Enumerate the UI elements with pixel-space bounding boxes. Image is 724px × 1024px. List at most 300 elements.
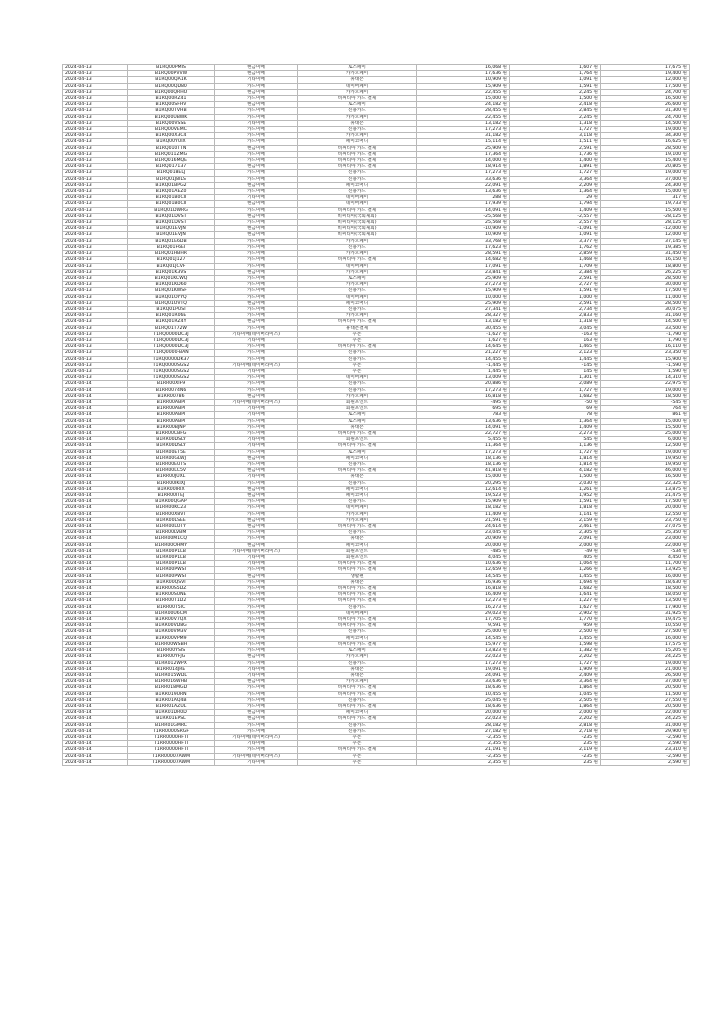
- payment-method-cell: 신용카드: [298, 604, 417, 610]
- payment-method-cell: 비씨티아(국외제외): [298, 213, 417, 219]
- vat-cell: 1,709 원: [510, 263, 601, 269]
- date-cell: 2024-04-13: [63, 282, 128, 288]
- total-amount-cell: 26,600 원: [601, 102, 690, 108]
- table-row: [63, 158, 690, 164]
- order-id-cell: B1RR00CBFG: [128, 430, 215, 436]
- date-cell: 2024-04-13: [63, 313, 128, 319]
- payment-method-cell: 비씨티아(국외제외): [298, 232, 417, 238]
- payment-method-cell: 카카오페이: [298, 238, 417, 244]
- sale-type-cell: 기타미매(네이버라이스): [215, 362, 298, 368]
- payment-method-cell: 비씨티아 카드 결제: [298, 641, 417, 647]
- payment-method-cell: 휴대폰: [298, 579, 417, 585]
- total-amount-cell: 19,475 원: [601, 617, 690, 623]
- sale-type-cell: 카드미매: [215, 275, 298, 281]
- sale-type-cell: 카드미매: [215, 306, 298, 312]
- total-amount-cell: 12,550 원: [601, 511, 690, 517]
- vat-cell: 1,727 원: [510, 660, 601, 666]
- date-cell: 2024-04-13: [63, 362, 128, 368]
- date-cell: 2024-04-13: [63, 108, 128, 114]
- total-amount-cell: 28,500 원: [601, 145, 690, 151]
- sale-type-cell: 기타미매: [215, 406, 298, 412]
- sale-type-cell: 카드미매: [215, 238, 298, 244]
- order-id-cell: B1RQ01K3VS: [128, 269, 215, 275]
- total-amount-cell: 24,700 원: [601, 89, 690, 95]
- order-id-cell: B1RQ01OVTQ: [128, 300, 215, 306]
- sale-type-cell: 카드미매: [215, 586, 298, 592]
- supply-amount-cell: 13,009 원: [417, 375, 510, 381]
- payment-method-cell: 비씨티아 카드 결제: [298, 344, 417, 350]
- date-cell: 2024-04-13: [63, 158, 128, 164]
- supply-amount-cell: 18,914 원: [417, 164, 510, 170]
- order-id-cell: B1RR00ITEJ: [128, 493, 215, 499]
- supply-amount-cell: 695 원: [417, 406, 510, 412]
- vat-cell: 1,091 원: [510, 232, 601, 238]
- order-id-cell: B1RR00U6CM: [128, 610, 215, 616]
- total-amount-cell: 17,500 원: [601, 288, 690, 294]
- table-row: [63, 641, 690, 647]
- sale-type-cell: 기타미매: [215, 120, 298, 126]
- payment-method-cell: 쿠폰: [298, 337, 417, 343]
- order-id-cell: B1RQ01JCVF: [128, 263, 215, 269]
- date-cell: 2024-04-14: [63, 548, 128, 554]
- sale-type-cell: 카드미매: [215, 629, 298, 635]
- sale-type-cell: 카드미매: [215, 220, 298, 226]
- payment-method-cell: 휴대폰: [298, 672, 417, 678]
- order-id-cell: B1RR00VD8G: [128, 623, 215, 629]
- total-amount-cell: 23,310 원: [601, 747, 690, 753]
- date-cell: 2024-04-13: [63, 213, 128, 219]
- sale-type-cell: 카드미매: [215, 604, 298, 610]
- payment-method-cell: 카카오페이: [298, 251, 417, 257]
- supply-amount-cell: 28,327 원: [417, 313, 510, 319]
- table-row: [63, 232, 690, 238]
- supply-amount-cell: 16,068 원: [417, 65, 510, 71]
- supply-amount-cell: 9,591 원: [417, 623, 510, 629]
- date-cell: 2024-04-13: [63, 83, 128, 89]
- date-cell: 2024-04-13: [63, 257, 128, 263]
- supply-amount-cell: 19,523 원: [417, 493, 510, 499]
- date-cell: 2024-04-14: [63, 641, 128, 647]
- total-amount-cell: 17,675 원: [601, 65, 690, 71]
- sale-type-cell: 현금미매: [215, 182, 298, 188]
- vat-cell: 1,764 원: [510, 71, 601, 77]
- sale-type-cell: 카드미매: [215, 257, 298, 263]
- sale-type-cell: 카드미매: [215, 722, 298, 728]
- table-row: [63, 220, 690, 226]
- date-cell: 2024-04-13: [63, 195, 128, 201]
- supply-amount-cell: 17,623 원: [417, 244, 510, 250]
- transaction-table: [62, 64, 690, 766]
- supply-amount-cell: 14,682 원: [417, 257, 510, 263]
- date-cell: 2024-04-14: [63, 741, 128, 747]
- vat-cell: 1,864 원: [510, 685, 601, 691]
- sale-type-cell: 기타미매(네이버라이스): [215, 548, 298, 554]
- payment-method-cell: 신용카드: [298, 108, 417, 114]
- supply-amount-cell: 10,636 원: [417, 561, 510, 567]
- order-id-cell: B1RQ00RZ41: [128, 96, 215, 102]
- total-amount-cell: 13,500 원: [601, 598, 690, 604]
- sale-type-cell: 현금미매: [215, 89, 298, 95]
- total-amount-cell: 34,300 원: [601, 133, 690, 139]
- sale-type-cell: 카드미매: [215, 536, 298, 542]
- vat-cell: 1,641 원: [510, 592, 601, 598]
- sale-type-cell: 현금미매: [215, 102, 298, 108]
- vat-cell: 1,607 원: [510, 65, 601, 71]
- payment-method-cell: 비씨티아 카드 결제: [298, 617, 417, 623]
- total-amount-cell: 14,310 원: [601, 375, 690, 381]
- date-cell: 2024-04-13: [63, 120, 128, 126]
- supply-amount-cell: 783 원: [417, 412, 510, 418]
- date-cell: 2024-04-14: [63, 703, 128, 709]
- order-id-cell: B1RQ01B0CII: [128, 201, 215, 207]
- supply-amount-cell: 17,273 원: [417, 127, 510, 133]
- order-id-cell: B1RQ00QRHO: [128, 89, 215, 95]
- date-cell: 2024-04-13: [63, 238, 128, 244]
- date-cell: 2024-04-14: [63, 536, 128, 542]
- vat-cell: 2,030 원: [510, 480, 601, 486]
- sale-type-cell: 현금미매: [215, 716, 298, 722]
- vat-cell: 2,734 원: [510, 306, 601, 312]
- date-cell: 2024-04-14: [63, 387, 128, 393]
- sale-type-cell: 현금미매: [215, 226, 298, 232]
- sale-type-cell: 기타미매: [215, 412, 298, 418]
- order-id-cell: T1RQ0000DC3J: [128, 344, 215, 350]
- vat-cell: 2,591 원: [510, 145, 601, 151]
- supply-amount-cell: 17,636 원: [417, 71, 510, 77]
- total-amount-cell: 17,900 원: [601, 604, 690, 610]
- total-amount-cell: 28,500 원: [601, 300, 690, 306]
- vat-cell: 1,727 원: [510, 387, 601, 393]
- date-cell: 2024-04-14: [63, 679, 128, 685]
- order-id-cell: B1RQ00UBWK: [128, 114, 215, 120]
- sale-type-cell: 기타미매: [215, 337, 298, 343]
- date-cell: 2024-04-14: [63, 617, 128, 623]
- order-id-cell: B1RQ00PMIS: [128, 65, 215, 71]
- order-id-cell: B1RR00KC23: [128, 505, 215, 511]
- total-amount-cell: -28,125 원: [601, 213, 690, 219]
- payment-method-cell: 비씨티아 카드 결제: [298, 685, 417, 691]
- total-amount-cell: 31,450 원: [601, 251, 690, 257]
- payment-method-cell: 카카오페이: [298, 71, 417, 77]
- date-cell: 2024-04-14: [63, 753, 128, 759]
- sale-type-cell: 카드미매: [215, 691, 298, 697]
- sale-type-cell: 카드미매: [215, 641, 298, 647]
- payment-method-cell: 신용카드: [298, 170, 417, 176]
- order-id-cell: B1RR00ABPI: [128, 406, 215, 412]
- date-cell: 2024-04-14: [63, 697, 128, 703]
- sale-type-cell: 카드미매: [215, 375, 298, 381]
- payment-method-cell: 네이버페이: [298, 505, 417, 511]
- date-cell: 2024-04-14: [63, 561, 128, 567]
- supply-amount-cell: 25,045 원: [417, 697, 510, 703]
- total-amount-cell: 17,500 원: [601, 83, 690, 89]
- date-cell: 2024-04-14: [63, 586, 128, 592]
- date-cell: 2024-04-14: [63, 412, 128, 418]
- supply-amount-cell: 22,091 원: [417, 182, 510, 188]
- supply-amount-cell: 12,273 원: [417, 598, 510, 604]
- supply-amount-cell: 19,091 원: [417, 666, 510, 672]
- payment-method-cell: 생활편: [298, 573, 417, 579]
- payment-method-cell: 비씨티아 카드 결제: [298, 592, 417, 598]
- table-row: [63, 207, 690, 213]
- order-id-cell: B1RR012WPX: [128, 660, 215, 666]
- sale-type-cell: 카드미매: [215, 685, 298, 691]
- order-id-cell: T1RR0000HFTI: [128, 741, 215, 747]
- total-amount-cell: 11,000 원: [601, 294, 690, 300]
- supply-amount-cell: 24,614 원: [417, 524, 510, 530]
- supply-amount-cell: 16,273 원: [417, 604, 510, 610]
- sale-type-cell: 현금미매: [215, 573, 298, 579]
- total-amount-cell: 317 원: [601, 195, 690, 201]
- date-cell: 2024-04-13: [63, 114, 128, 120]
- total-amount-cell: 2,590 원: [601, 741, 690, 747]
- vat-cell: 2,557 원: [510, 220, 601, 226]
- sale-type-cell: 현금미매: [215, 269, 298, 275]
- sale-type-cell: 기타미매(네이버라이스): [215, 734, 298, 740]
- sale-type-cell: 카드미매: [215, 617, 298, 623]
- supply-amount-cell: 20,000 원: [417, 710, 510, 716]
- date-cell: 2024-04-14: [63, 505, 128, 511]
- payment-method-cell: 페이코머니: [298, 486, 417, 492]
- payment-method-cell: 비씨티아 카드 결제: [298, 561, 417, 567]
- date-cell: 2024-04-13: [63, 344, 128, 350]
- payment-method-cell: 신용카드: [298, 127, 417, 133]
- date-cell: 2024-04-13: [63, 176, 128, 182]
- payment-method-cell: 신용카드: [298, 189, 417, 195]
- sale-type-cell: 카드미매: [215, 635, 298, 641]
- supply-amount-cell: 20,909 원: [417, 536, 510, 542]
- payment-method-cell: 비씨티아 카드 결제: [298, 586, 417, 592]
- payment-method-cell: 비씨티아 카드 결제: [298, 598, 417, 604]
- table-row: [63, 344, 690, 350]
- supply-amount-cell: 14,455 원: [417, 356, 510, 362]
- total-amount-cell: 19,950 원: [601, 455, 690, 461]
- order-id-cell: B1RQ00VSSE: [128, 120, 215, 126]
- total-amount-cell: 31,160 원: [601, 313, 690, 319]
- payment-method-cell: 비씨티아 카드 결제: [298, 691, 417, 697]
- total-amount-cell: 16,000 원: [601, 573, 690, 579]
- order-id-cell: B1RQ01OYYQ: [128, 294, 215, 300]
- sale-type-cell: 기타미매: [215, 759, 298, 765]
- date-cell: 2024-04-14: [63, 685, 128, 691]
- payment-method-cell: 쿠폰: [298, 734, 417, 740]
- total-amount-cell: 28,125 원: [601, 220, 690, 226]
- date-cell: 2024-04-13: [63, 201, 128, 207]
- sale-type-cell: 카드미매: [215, 462, 298, 468]
- order-id-cell: B1RQ00PVVW: [128, 71, 215, 77]
- vat-cell: 1,465 원: [510, 344, 601, 350]
- sale-type-cell: 카드미매: [215, 592, 298, 598]
- date-cell: 2024-04-13: [63, 189, 128, 195]
- total-amount-cell: 31,300 원: [601, 108, 690, 114]
- payment-method-cell: 쿠폰: [298, 368, 417, 374]
- order-id-cell: T1RQ0000-BAN: [128, 350, 215, 356]
- order-id-cell: B1RR00DSLY: [128, 437, 215, 443]
- order-id-cell: T1RR00007AWM: [128, 753, 215, 759]
- vat-cell: 1,814 원: [510, 455, 601, 461]
- vat-cell: 1,091 원: [510, 77, 601, 83]
- supply-amount-cell: 41,818 원: [417, 468, 510, 474]
- supply-amount-cell: 22,455 원: [417, 114, 510, 120]
- payment-method-cell: 카카오페이: [298, 393, 417, 399]
- payment-method-cell: 신용카드: [298, 722, 417, 728]
- supply-amount-cell: -1,627 원: [417, 331, 510, 337]
- sale-type-cell: 카드미매: [215, 530, 298, 536]
- order-id-cell: B1RR00OHMY: [128, 542, 215, 548]
- supply-amount-cell: 22,023 원: [417, 654, 510, 660]
- sale-type-cell: 현금미매: [215, 542, 298, 548]
- vat-cell: -50 원: [510, 399, 601, 405]
- vat-cell: -145 원: [510, 362, 601, 368]
- sale-type-cell: 카드미매: [215, 263, 298, 269]
- payment-method-cell: 쿠폰: [298, 362, 417, 368]
- supply-amount-cell: 16,409 원: [417, 592, 510, 598]
- date-cell: 2024-04-14: [63, 604, 128, 610]
- supply-amount-cell: 13,823 원: [417, 648, 510, 654]
- payment-method-cell: 신용카드: [298, 728, 417, 734]
- total-amount-cell: 13,875 원: [601, 486, 690, 492]
- supply-amount-cell: 14,545 원: [417, 635, 510, 641]
- payment-method-cell: 비씨티아(국외제외): [298, 226, 417, 232]
- transaction-table-body: [63, 65, 690, 766]
- vat-cell: 2,202 원: [510, 716, 601, 722]
- vat-cell: 1,318 원: [510, 319, 601, 325]
- sale-type-cell: 기타미매(네이버라이스): [215, 753, 298, 759]
- sale-type-cell: 카드미매: [215, 133, 298, 139]
- order-id-cell: B1RR00LSEE: [128, 517, 215, 523]
- sale-type-cell: 현금미매: [215, 710, 298, 716]
- payment-method-cell: 신용카드: [298, 462, 417, 468]
- vat-cell: 1,736 원: [510, 151, 601, 157]
- date-cell: 2024-04-13: [63, 275, 128, 281]
- date-cell: 2024-04-14: [63, 443, 128, 449]
- order-id-cell: B1RR00EUTS: [128, 462, 215, 468]
- date-cell: 2024-04-13: [63, 331, 128, 337]
- total-amount-cell: 14,500 원: [601, 120, 690, 126]
- total-amount-cell: 26,225 원: [601, 269, 690, 275]
- supply-amount-cell: 2,355 원: [417, 741, 510, 747]
- sale-type-cell: 카드미매: [215, 387, 298, 393]
- supply-amount-cell: 13,636 원: [417, 418, 510, 424]
- order-id-cell: B1RR00SUNE: [128, 592, 215, 598]
- supply-amount-cell: 14,645 원: [417, 344, 510, 350]
- order-id-cell: T1RQ0000SGS2: [128, 362, 215, 368]
- date-cell: 2024-04-13: [63, 263, 128, 269]
- date-cell: 2024-04-14: [63, 728, 128, 734]
- date-cell: 2024-04-14: [63, 716, 128, 722]
- date-cell: 2024-04-13: [63, 151, 128, 157]
- total-amount-cell: 19,000 원: [601, 387, 690, 393]
- vat-cell: 2,418 원: [510, 102, 601, 108]
- order-id-cell: B1RQ00TVHB: [128, 108, 215, 114]
- order-id-cell: B1RR00PWSI: [128, 567, 215, 573]
- order-id-cell: B1RR00VPM9: [128, 635, 215, 641]
- payment-method-cell: 신용카드: [298, 306, 417, 312]
- total-amount-cell: 30,000 원: [601, 282, 690, 288]
- order-id-cell: B1RR00WSBH: [128, 641, 215, 647]
- total-amount-cell: 24,225 원: [601, 716, 690, 722]
- order-id-cell: B1RQ01B0CII: [128, 195, 215, 201]
- total-amount-cell: 33,500 원: [601, 325, 690, 331]
- total-amount-cell: 18,500 원: [601, 393, 690, 399]
- total-amount-cell: -534 원: [601, 548, 690, 554]
- date-cell: 2024-04-14: [63, 579, 128, 585]
- total-amount-cell: -1,590 원: [601, 362, 690, 368]
- total-amount-cell: 1,790 원: [601, 337, 690, 343]
- payment-method-cell: 비씨티아 카드 결제: [298, 703, 417, 709]
- vat-cell: 545 원: [510, 437, 601, 443]
- date-cell: 2024-04-14: [63, 567, 128, 573]
- total-amount-cell: -2,590 원: [601, 734, 690, 740]
- date-cell: 2024-04-14: [63, 747, 128, 753]
- order-id-cell: B1RQ01J8ILS: [128, 176, 215, 182]
- date-cell: 2024-04-14: [63, 623, 128, 629]
- payment-method-cell: 네이버페이: [298, 201, 417, 207]
- payment-method-cell: 토스페이: [298, 102, 417, 108]
- supply-amount-cell: 15,977 원: [417, 641, 510, 647]
- sale-type-cell: 카드미매: [215, 598, 298, 604]
- supply-amount-cell: 17,705 원: [417, 617, 510, 623]
- supply-amount-cell: 28,182 원: [417, 722, 510, 728]
- supply-amount-cell: 18,636 원: [417, 703, 510, 709]
- order-id-cell: T1RQ0000SGS2: [128, 368, 215, 374]
- payment-method-cell: 비씨티아 카드 결제: [298, 145, 417, 151]
- date-cell: 2024-04-13: [63, 96, 128, 102]
- supply-amount-cell: 20,886 원: [417, 381, 510, 387]
- vat-cell: 2,859 원: [510, 251, 601, 257]
- date-cell: 2024-04-14: [63, 598, 128, 604]
- supply-amount-cell: 14,091 원: [417, 424, 510, 430]
- total-amount-cell: 18,630 원: [601, 579, 690, 585]
- order-id-cell: B1RR00786: [128, 393, 215, 399]
- supply-amount-cell: -10,909 원: [417, 226, 510, 232]
- payment-method-cell: 휴대폰: [298, 424, 417, 430]
- vat-cell: 1,318 원: [510, 120, 601, 126]
- supply-amount-cell: 15,909 원: [417, 83, 510, 89]
- order-id-cell: B1RR015WDL: [128, 672, 215, 678]
- vat-cell: 1,727 원: [510, 449, 601, 455]
- supply-amount-cell: -1,445 원: [417, 362, 510, 368]
- date-cell: 2024-04-14: [63, 486, 128, 492]
- sale-type-cell: 현금미매: [215, 232, 298, 238]
- sale-type-cell: 현금미매: [215, 524, 298, 530]
- date-cell: 2024-04-13: [63, 319, 128, 325]
- total-amount-cell: 16,150 원: [601, 257, 690, 263]
- total-amount-cell: 16,625 원: [601, 139, 690, 145]
- date-cell: 2024-04-14: [63, 524, 128, 530]
- sale-type-cell: 현금미매: [215, 201, 298, 207]
- vat-cell: 2,505 원: [510, 697, 601, 703]
- total-amount-cell: 1,590 원: [601, 368, 690, 374]
- supply-amount-cell: 15,909 원: [417, 288, 510, 294]
- vat-cell: 3,364 원: [510, 679, 601, 685]
- table-row: [63, 257, 690, 263]
- supply-amount-cell: -485 원: [417, 548, 510, 554]
- supply-amount-cell: 15,000 원: [417, 474, 510, 480]
- total-amount-cell: 14,500 원: [601, 319, 690, 325]
- order-id-cell: B1RR016WHB: [128, 679, 215, 685]
- sale-type-cell: 카드미매: [215, 151, 298, 157]
- payment-method-cell: 휴대폰: [298, 666, 417, 672]
- payment-method-cell: 비씨티아 카드 결제: [298, 747, 417, 753]
- vat-cell: 2,273 원: [510, 430, 601, 436]
- vat-cell: 2,119 원: [510, 747, 601, 753]
- payment-method-cell: 휴대폰: [298, 536, 417, 542]
- supply-amount-cell: 1,445 원: [417, 368, 510, 374]
- order-id-cell: B1RQ01DVST: [128, 213, 215, 219]
- supply-amount-cell: 11,364 원: [417, 443, 510, 449]
- date-cell: 2024-04-14: [63, 660, 128, 666]
